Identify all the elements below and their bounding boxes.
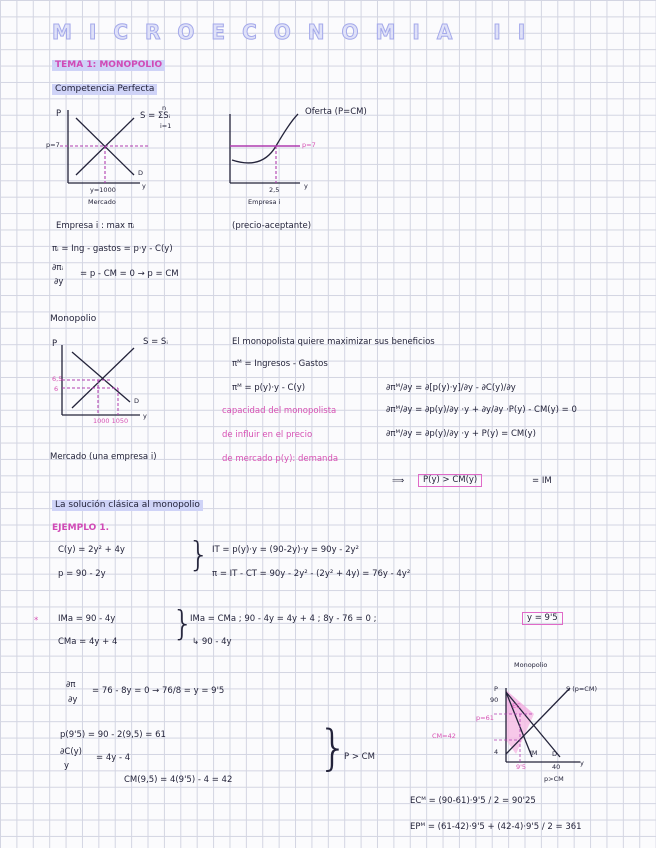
mono-axis-p: P bbox=[52, 339, 58, 349]
mono-demand-label: D bbox=[134, 397, 140, 405]
mono-derivative-3: ∂πᴹ/∂y = ∂p(y)/∂y ·y + P(y) = CM(y) bbox=[386, 429, 536, 439]
mono-note-2: de influir en el precio bbox=[222, 430, 313, 440]
foc-numerator: ∂πᵢ bbox=[52, 263, 64, 273]
it-equation: IT = p(y)·y = (90-2y)·y = 90y - 2y² bbox=[212, 545, 359, 555]
section-heading-tema: TEMA 1: MONOPOLIO bbox=[52, 60, 165, 71]
ep-equation: EPᴹ = (61-42)·9'5 + (42-4)·9'5 / 2 = 361 bbox=[410, 822, 582, 832]
mono-graph-axis-y: y bbox=[580, 759, 584, 767]
foc-denominator: ∂y bbox=[54, 277, 64, 287]
cm-denominator: y bbox=[64, 761, 70, 771]
ima-equation: IMa = 90 - 4y bbox=[58, 614, 116, 624]
market-qty-label: y=1000 bbox=[90, 186, 116, 194]
cm-equation: = 4y - 4 bbox=[96, 753, 131, 763]
mono-graph-d: D bbox=[552, 750, 558, 758]
mono-intro: El monopolista quiere maximizar sus beneficios bbox=[232, 337, 435, 347]
cm-numerator: ∂C(y) bbox=[60, 747, 82, 757]
solucion-heading: La solución clásica al monopolio bbox=[52, 500, 203, 511]
mono-pi-eq: πᴹ = p(y)·y - C(y) bbox=[232, 383, 306, 393]
pi-equation: π = IT - CT = 90y - 2y² - (2y² + 4y) = 76y - 4y² bbox=[212, 569, 411, 579]
empresa-caption: Empresa i bbox=[248, 198, 281, 206]
cost-equation: C(y) = 2y² + 4y bbox=[58, 545, 125, 555]
supply-sum-label: S = ΣSᵢ bbox=[140, 111, 171, 121]
mono-graph-ec: EC bbox=[512, 702, 521, 710]
y-result-box: y = 9'5 bbox=[522, 612, 563, 625]
brace-1: } bbox=[188, 535, 210, 575]
mono-price-high: 6,5 bbox=[52, 375, 63, 383]
mono-graph-axis-p: P bbox=[494, 685, 498, 693]
monopolio-heading: Monopolio bbox=[50, 314, 97, 324]
mono-graph-42: CM=42 bbox=[432, 732, 456, 740]
star-marker: * bbox=[34, 616, 39, 626]
subsection-heading-competencia: Competencia Perfecta bbox=[52, 84, 157, 95]
ec-equation: ECᴹ = (90-61)·9'5 / 2 = 90'25 bbox=[410, 796, 536, 806]
arrow-glyph: ↳ bbox=[192, 637, 202, 647]
ima-cma-condition: IMa = CMa ; 90 - 4y = 4y + 4 ; 8y - 76 = 0 ; bbox=[190, 614, 377, 624]
mono-graph-40: 40 bbox=[552, 763, 561, 771]
sum-top: n bbox=[162, 104, 167, 112]
mono-graph-im: IM bbox=[530, 749, 538, 757]
mono-graph-pcm: p>CM bbox=[544, 775, 564, 783]
mono-result-box: P(y) > CM(y) bbox=[418, 474, 482, 487]
mono-note-3: de mercado p(y): demanda bbox=[222, 454, 339, 464]
profit-equation: πᵢ = Ing - gastos = p·y - C(y) bbox=[52, 244, 173, 254]
mono-axis-y: y bbox=[143, 412, 147, 420]
mono-qty-labels: 1000 1050 bbox=[93, 417, 129, 425]
mono-supply-label: S = Sᵢ bbox=[143, 337, 168, 347]
p-gt-cm: P > CM bbox=[344, 752, 375, 762]
mono-graph-95: 9'5 bbox=[516, 763, 527, 771]
empresa-max: Empresa i : max πᵢ bbox=[56, 221, 135, 231]
foc-rest: = p - CM = 0 → p = CM bbox=[80, 269, 179, 279]
firm-price-label: p=7 bbox=[302, 141, 316, 149]
mono-price-low: 6 bbox=[54, 385, 59, 393]
cm-at-optimum: CM(9,5) = 4(9'5) - 4 = 42 bbox=[124, 775, 233, 785]
oferta-label: Oferta (P=CM) bbox=[305, 107, 367, 117]
demand-label: D bbox=[138, 169, 144, 177]
mono-mercado-caption: Mercado (una empresa i) bbox=[50, 452, 157, 462]
mono-graph-title: Monopolio bbox=[514, 661, 548, 669]
deriv-numerator: ∂π bbox=[66, 680, 76, 690]
brace-2: } bbox=[172, 604, 194, 644]
axis-label-y-firm: y bbox=[304, 182, 308, 190]
mono-derivative-1: ∂πᴹ/∂y = ∂[p(y)·y]/∂y - ∂C(y)/∂y bbox=[386, 383, 516, 393]
mono-result-rest: = IM bbox=[532, 476, 552, 486]
deriv-rest: = 76 - 8y = 0 → 76/8 = y = 9'5 bbox=[92, 686, 225, 696]
ejemplo-heading: EJEMPLO 1. bbox=[52, 523, 110, 533]
mono-graph-90: 90 bbox=[490, 696, 499, 704]
mono-note-1: capacidad del monopolista bbox=[222, 406, 337, 416]
mono-graph-61: p=61 bbox=[476, 714, 494, 722]
price-equation: p = 90 - 2y bbox=[58, 569, 106, 579]
cma-equation: CMa = 4y + 4 bbox=[58, 637, 118, 647]
mono-derivative-2: ∂πᴹ/∂y = ∂p(y)/∂y ·y + ∂y/∂y ·P(y) - CM(y) = 0 bbox=[386, 405, 577, 415]
mono-result-arrow: ⟹ bbox=[392, 476, 405, 486]
sum-bottom: i=1 bbox=[160, 122, 172, 130]
mercado-caption: Mercado bbox=[88, 198, 116, 206]
axis-label-y: y bbox=[142, 182, 146, 190]
firm-qty-label: 2,5 bbox=[269, 186, 280, 194]
mono-pi-def: πᴹ = Ingresos - Gastos bbox=[232, 359, 328, 369]
mono-graph-supply: S (p=CM) bbox=[566, 685, 597, 693]
mono-graph-4: 4 bbox=[494, 748, 499, 756]
brace-3: } bbox=[318, 720, 349, 776]
price-at-optimum: p(9'5) = 90 - 2(9,5) = 61 bbox=[60, 730, 166, 740]
page-title: MICROECONOMIA II bbox=[52, 20, 543, 44]
axis-label-p: P bbox=[56, 109, 62, 119]
market-price-label: p=7 bbox=[46, 141, 60, 149]
arrow-value: 90 - 4y bbox=[201, 637, 232, 647]
precio-aceptante: (precio-aceptante) bbox=[232, 221, 312, 231]
deriv-denominator: ∂y bbox=[68, 695, 78, 705]
